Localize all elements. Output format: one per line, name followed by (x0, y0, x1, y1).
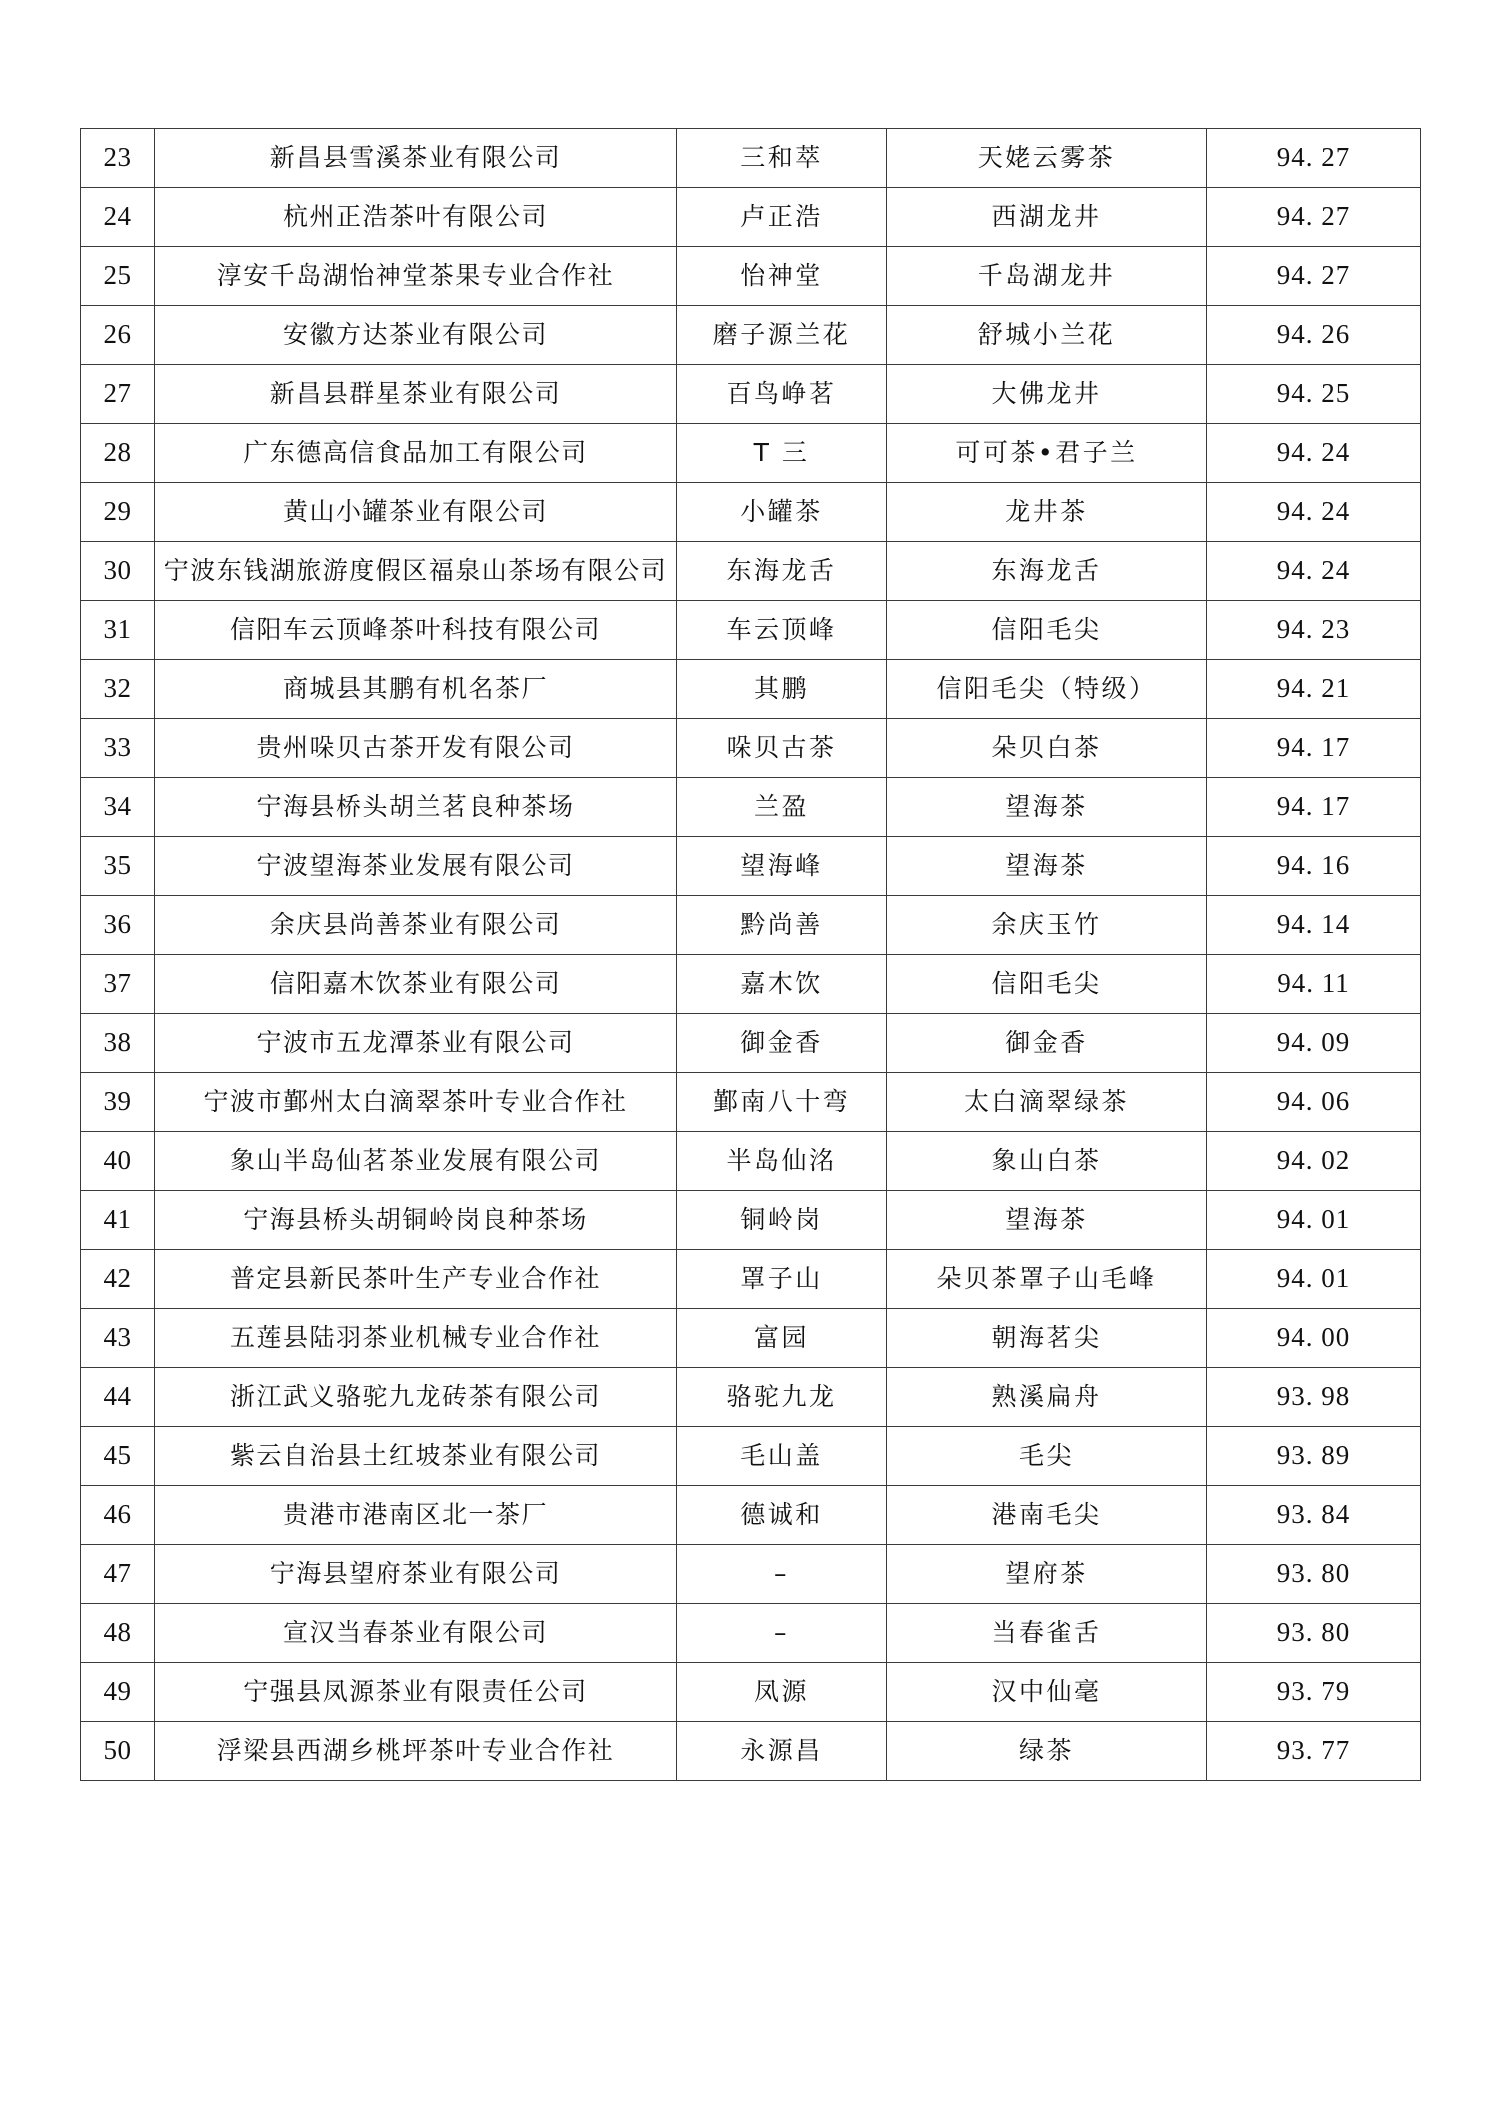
cell-brand: 哚贝古茶 (677, 719, 887, 778)
table-row (81, 365, 1421, 424)
cell-rank: 24 (81, 188, 155, 247)
table-row (81, 955, 1421, 1014)
cell-company: 信阳车云顶峰茶叶科技有限公司 (155, 601, 677, 660)
cell-rank: 47 (81, 1545, 155, 1604)
cell-rank: 38 (81, 1014, 155, 1073)
table-body (81, 129, 1421, 1781)
cell-product: 绿茶 (887, 1722, 1207, 1781)
cell-product: 港南毛尖 (887, 1486, 1207, 1545)
cell-rank: 31 (81, 601, 155, 660)
cell-product: 汉中仙毫 (887, 1663, 1207, 1722)
cell-company: 新昌县雪溪茶业有限公司 (155, 129, 677, 188)
cell-company: 宁波市五龙潭茶业有限公司 (155, 1014, 677, 1073)
cell-rank: 46 (81, 1486, 155, 1545)
cell-rank: 48 (81, 1604, 155, 1663)
cell-rank: 50 (81, 1722, 155, 1781)
table-row (81, 1663, 1421, 1722)
table-row (81, 837, 1421, 896)
cell-brand: 卢正浩 (677, 188, 887, 247)
cell-company: 商城县其鹏有机名茶厂 (155, 660, 677, 719)
cell-brand: 嘉木饮 (677, 955, 887, 1014)
cell-score: 94. 17 (1207, 778, 1421, 837)
cell-company: 普定县新民茶叶生产专业合作社 (155, 1250, 677, 1309)
cell-company: 浮梁县西湖乡桃坪茶叶专业合作社 (155, 1722, 677, 1781)
cell-company: 宁波东钱湖旅游度假区福泉山茶场有限公司 (155, 542, 677, 601)
cell-brand: 三和萃 (677, 129, 887, 188)
table-row (81, 1604, 1421, 1663)
cell-company: 宣汉当春茶业有限公司 (155, 1604, 677, 1663)
cell-product: 当春雀舌 (887, 1604, 1207, 1663)
cell-score: 94. 25 (1207, 365, 1421, 424)
cell-rank: 49 (81, 1663, 155, 1722)
cell-score: 93. 89 (1207, 1427, 1421, 1486)
cell-score: 94. 24 (1207, 424, 1421, 483)
cell-company: 宁强县凤源茶业有限责任公司 (155, 1663, 677, 1722)
table-row (81, 306, 1421, 365)
cell-product: 西湖龙井 (887, 188, 1207, 247)
table-row (81, 483, 1421, 542)
cell-brand: 车云顶峰 (677, 601, 887, 660)
cell-brand: 磨子源兰花 (677, 306, 887, 365)
table-row (81, 1073, 1421, 1132)
cell-score: 94. 27 (1207, 129, 1421, 188)
cell-rank: 43 (81, 1309, 155, 1368)
cell-score: 94. 06 (1207, 1073, 1421, 1132)
cell-score: 94. 02 (1207, 1132, 1421, 1191)
cell-brand: 兰盈 (677, 778, 887, 837)
cell-rank: 34 (81, 778, 155, 837)
table-row (81, 1132, 1421, 1191)
table-row (81, 778, 1421, 837)
table-row (81, 1191, 1421, 1250)
cell-score: 93. 84 (1207, 1486, 1421, 1545)
cell-brand: 东海龙舌 (677, 542, 887, 601)
cell-score: 94. 21 (1207, 660, 1421, 719)
cell-rank: 23 (81, 129, 155, 188)
cell-company: 紫云自治县土红坡茶业有限公司 (155, 1427, 677, 1486)
cell-score: 93. 80 (1207, 1545, 1421, 1604)
table-row (81, 719, 1421, 778)
cell-brand: 富园 (677, 1309, 887, 1368)
table-row (81, 1368, 1421, 1427)
cell-score: 94. 27 (1207, 188, 1421, 247)
cell-brand: 其鹏 (677, 660, 887, 719)
cell-product: 信阳毛尖 (887, 601, 1207, 660)
table-row (81, 660, 1421, 719)
cell-brand: – (677, 1604, 887, 1663)
cell-product: 舒城小兰花 (887, 306, 1207, 365)
cell-score: 94. 00 (1207, 1309, 1421, 1368)
cell-brand: 御金香 (677, 1014, 887, 1073)
table-row (81, 1014, 1421, 1073)
cell-company: 广东德高信食品加工有限公司 (155, 424, 677, 483)
cell-rank: 32 (81, 660, 155, 719)
cell-rank: 35 (81, 837, 155, 896)
cell-company: 象山半岛仙茗茶业发展有限公司 (155, 1132, 677, 1191)
cell-brand: 铜岭岗 (677, 1191, 887, 1250)
cell-company: 宁海县桥头胡兰茗良种茶场 (155, 778, 677, 837)
cell-score: 94. 27 (1207, 247, 1421, 306)
cell-product: 望海茶 (887, 837, 1207, 896)
cell-product: 朵贝白茶 (887, 719, 1207, 778)
table-row (81, 129, 1421, 188)
cell-product: 信阳毛尖 (887, 955, 1207, 1014)
cell-company: 杭州正浩茶叶有限公司 (155, 188, 677, 247)
cell-product: 可可茶•君子兰 (887, 424, 1207, 483)
cell-product: 熟溪扁舟 (887, 1368, 1207, 1427)
cell-company: 余庆县尚善茶业有限公司 (155, 896, 677, 955)
cell-score: 93. 80 (1207, 1604, 1421, 1663)
cell-brand: 黔尚善 (677, 896, 887, 955)
cell-score: 94. 01 (1207, 1250, 1421, 1309)
cell-score: 94. 24 (1207, 483, 1421, 542)
cell-brand: 小罐茶 (677, 483, 887, 542)
table-row (81, 424, 1421, 483)
table-row (81, 601, 1421, 660)
cell-score: 94. 17 (1207, 719, 1421, 778)
cell-score: 94. 11 (1207, 955, 1421, 1014)
cell-company: 新昌县群星茶业有限公司 (155, 365, 677, 424)
cell-brand: 鄞南八十弯 (677, 1073, 887, 1132)
table-row (81, 1427, 1421, 1486)
cell-rank: 36 (81, 896, 155, 955)
cell-score: 94. 09 (1207, 1014, 1421, 1073)
cell-score: 94. 14 (1207, 896, 1421, 955)
cell-product: 太白滴翠绿茶 (887, 1073, 1207, 1132)
cell-score: 94. 16 (1207, 837, 1421, 896)
cell-product: 千岛湖龙井 (887, 247, 1207, 306)
cell-product: 望海茶 (887, 1191, 1207, 1250)
cell-company: 宁波望海茶业发展有限公司 (155, 837, 677, 896)
ranking-table (80, 128, 1421, 1781)
table-row (81, 1545, 1421, 1604)
cell-brand: 永源昌 (677, 1722, 887, 1781)
cell-rank: 41 (81, 1191, 155, 1250)
cell-product: 毛尖 (887, 1427, 1207, 1486)
cell-rank: 40 (81, 1132, 155, 1191)
cell-company: 安徽方达茶业有限公司 (155, 306, 677, 365)
cell-product: 望海茶 (887, 778, 1207, 837)
cell-rank: 26 (81, 306, 155, 365)
cell-rank: 39 (81, 1073, 155, 1132)
cell-product: 东海龙舌 (887, 542, 1207, 601)
cell-brand: – (677, 1545, 887, 1604)
cell-rank: 37 (81, 955, 155, 1014)
cell-brand: 凤源 (677, 1663, 887, 1722)
cell-brand: T 三 (677, 424, 887, 483)
cell-brand: 毛山盖 (677, 1427, 887, 1486)
cell-brand: 半岛仙洺 (677, 1132, 887, 1191)
cell-score: 94. 24 (1207, 542, 1421, 601)
cell-rank: 27 (81, 365, 155, 424)
table-row (81, 1722, 1421, 1781)
table-row (81, 542, 1421, 601)
cell-company: 浙江武义骆驼九龙砖茶有限公司 (155, 1368, 677, 1427)
cell-brand: 骆驼九龙 (677, 1368, 887, 1427)
table-row (81, 1250, 1421, 1309)
cell-company: 五莲县陆羽茶业机械专业合作社 (155, 1309, 677, 1368)
table-row (81, 188, 1421, 247)
cell-rank: 29 (81, 483, 155, 542)
cell-rank: 42 (81, 1250, 155, 1309)
cell-score: 93. 79 (1207, 1663, 1421, 1722)
cell-company: 宁海县桥头胡铜岭岗良种茶场 (155, 1191, 677, 1250)
table-row (81, 1309, 1421, 1368)
cell-company: 信阳嘉木饮茶业有限公司 (155, 955, 677, 1014)
cell-company: 宁海县望府茶业有限公司 (155, 1545, 677, 1604)
cell-product: 朵贝茶罩子山毛峰 (887, 1250, 1207, 1309)
cell-company: 贵州哚贝古茶开发有限公司 (155, 719, 677, 778)
cell-product: 御金香 (887, 1014, 1207, 1073)
cell-product: 大佛龙井 (887, 365, 1207, 424)
cell-brand: 百鸟峥茗 (677, 365, 887, 424)
cell-company: 贵港市港南区北一茶厂 (155, 1486, 677, 1545)
cell-product: 天姥云雾茶 (887, 129, 1207, 188)
cell-rank: 44 (81, 1368, 155, 1427)
cell-brand: 罩子山 (677, 1250, 887, 1309)
cell-product: 信阳毛尖（特级） (887, 660, 1207, 719)
cell-score: 93. 77 (1207, 1722, 1421, 1781)
cell-score: 94. 23 (1207, 601, 1421, 660)
cell-score: 94. 26 (1207, 306, 1421, 365)
cell-rank: 30 (81, 542, 155, 601)
cell-brand: 望海峰 (677, 837, 887, 896)
cell-rank: 33 (81, 719, 155, 778)
cell-company: 淳安千岛湖怡神堂茶果专业合作社 (155, 247, 677, 306)
cell-brand: 德诚和 (677, 1486, 887, 1545)
cell-score: 93. 98 (1207, 1368, 1421, 1427)
cell-company: 宁波市鄞州太白滴翠茶叶专业合作社 (155, 1073, 677, 1132)
cell-product: 象山白茶 (887, 1132, 1207, 1191)
cell-brand: 怡神堂 (677, 247, 887, 306)
cell-product: 余庆玉竹 (887, 896, 1207, 955)
cell-company: 黄山小罐茶业有限公司 (155, 483, 677, 542)
table-row (81, 1486, 1421, 1545)
cell-score: 94. 01 (1207, 1191, 1421, 1250)
cell-rank: 28 (81, 424, 155, 483)
cell-product: 望府茶 (887, 1545, 1207, 1604)
cell-rank: 25 (81, 247, 155, 306)
table-row (81, 896, 1421, 955)
cell-product: 龙井茶 (887, 483, 1207, 542)
table-row (81, 247, 1421, 306)
cell-rank: 45 (81, 1427, 155, 1486)
cell-product: 朝海茗尖 (887, 1309, 1207, 1368)
